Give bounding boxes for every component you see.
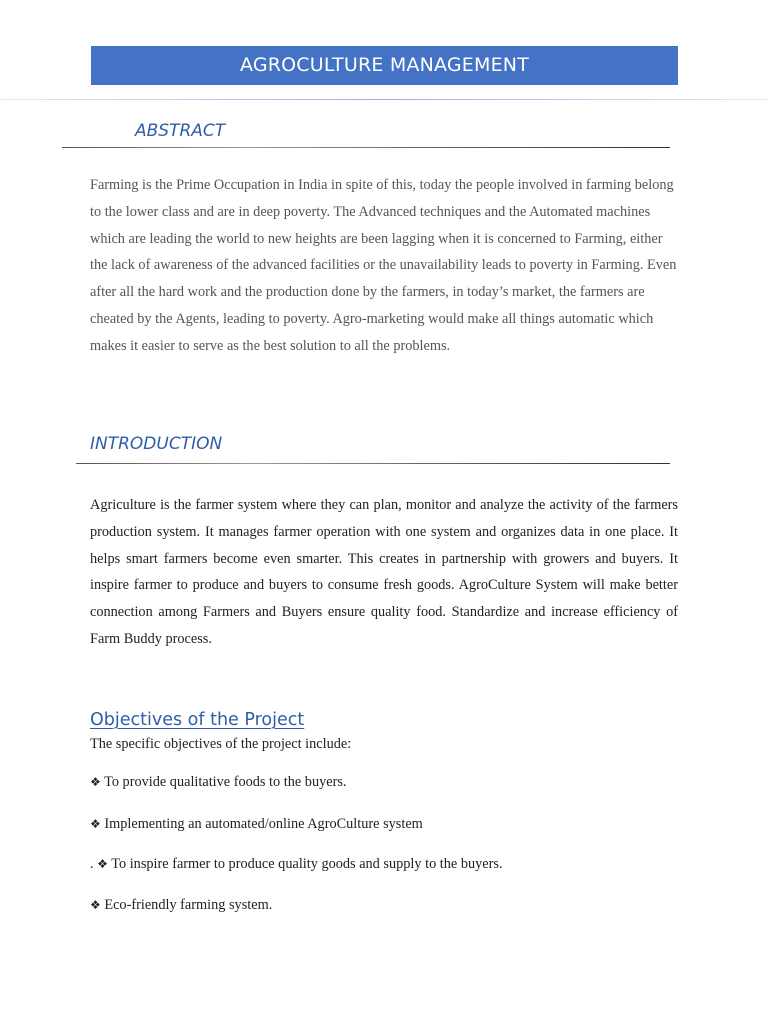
objective-prefix: .: [90, 856, 98, 872]
diamond-bullet-icon: ❖: [90, 775, 101, 789]
title-divider: [0, 99, 768, 100]
objective-text: To provide qualitative foods to the buyers.: [104, 774, 347, 790]
introduction-body: Agriculture is the farmer system where they can plan, monitor and analyze the activity of the farmers production system. It manages farmer operation with one system and organizes data in one place. It helps smart farmers become even smarter. This creates in partnership with growers and buyers. It inspire farmer to produce and buyers to consume fresh goods. AgroCulture System will make better connection among Farmers and Buyers ensure quality food. Standardize and increase efficiency of Farm Buddy process.: [90, 497, 678, 647]
objective-text: Eco-friendly farming system.: [104, 897, 273, 913]
objective-item: [90, 816, 423, 833]
objective-item: [90, 897, 272, 914]
diamond-bullet-icon: ❖: [90, 817, 101, 831]
diamond-bullet-icon: ❖: [90, 898, 101, 912]
document-title-banner: [91, 46, 678, 85]
abstract-heading: ABSTRACT: [135, 121, 226, 141]
objective-text: To inspire farmer to produce quality goods and supply to the buyers.: [111, 856, 503, 872]
objective-item: [90, 774, 346, 791]
document-title: AGROCULTURE MANAGEMENT: [239, 54, 530, 76]
objective-text: Implementing an automated/online AgroCulture system: [104, 816, 423, 832]
introduction-heading: INTRODUCTION: [90, 434, 223, 454]
introduction-divider: [76, 463, 670, 464]
objectives-heading: Objectives of the Project: [90, 710, 305, 730]
diamond-bullet-icon: ❖: [97, 857, 108, 871]
abstract-divider: [62, 147, 670, 148]
objectives-intro: The specific objectives of the project include:: [90, 736, 352, 752]
abstract-body: Farming is the Prime Occupation in India in spite of this, today the people involved in farming belong to the lower class and are in deep poverty. The Advanced techniques and the Automated machines which are leading the world to new heights are been lagging when it is concerned to Farming, either the lack of awareness of the advanced facilities or the unavailability leads to poverty in Farming. Even after all the hard work and the production done by the farmers, in today’s market, the farmers are cheated by the Agents, leading to poverty. Agro-marketing would make all things automatic which makes it easier to serve as the best solution to all the problems.: [90, 177, 677, 354]
objective-item: [90, 856, 503, 873]
